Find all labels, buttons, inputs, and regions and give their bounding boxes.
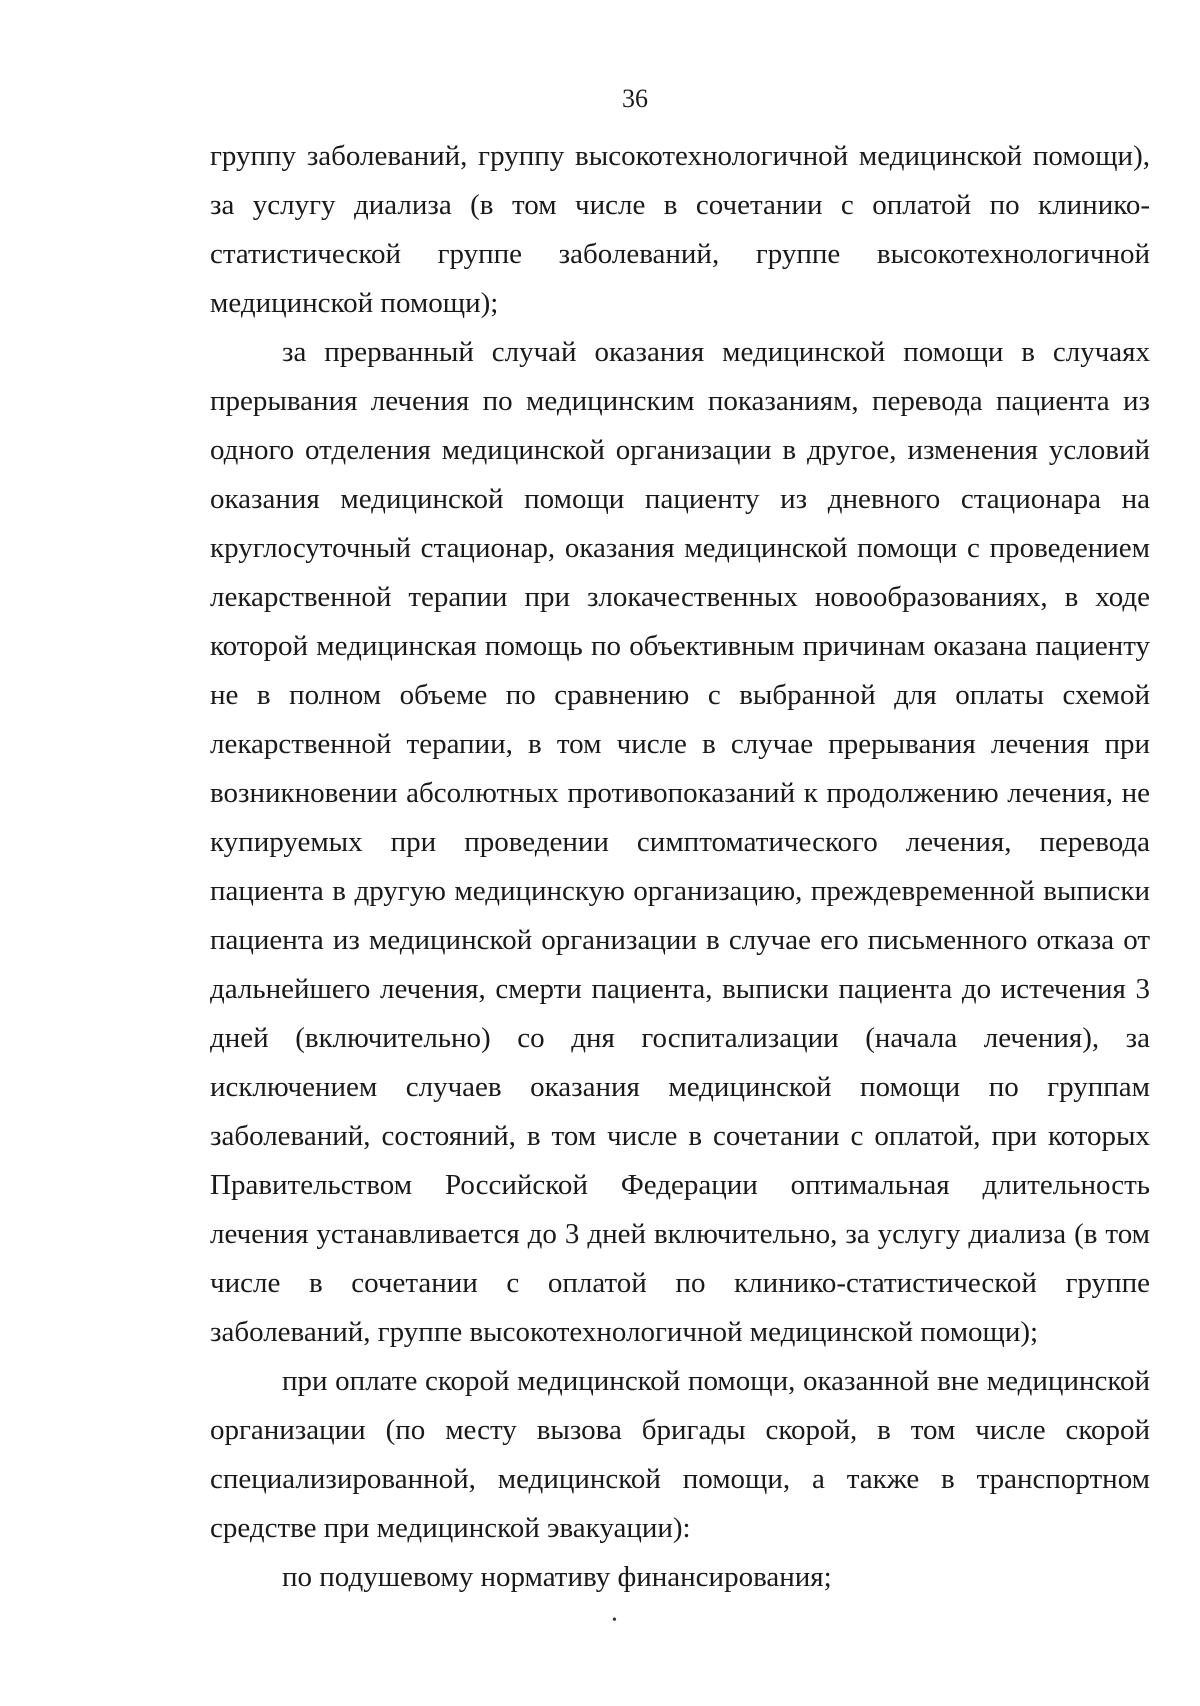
footer-mark: • bbox=[612, 1613, 617, 1628]
page-number: 36 bbox=[622, 84, 648, 113]
paragraph-per-capita: по подушевому нормативу финансирования; bbox=[282, 1561, 832, 1593]
paragraph-interrupted-case: за прерванный случай оказания медицинской помощи в случаях прерывания лечения по медицинским показаниям, перевода пациента из одного отделения медицинской организации в другое, изменения условий оказания медицинской помощи пациенту из дневного стационара на круглосуточный стационар, оказания медицинской помощи с проведением лекарственной терапии при злокачественных новообразованиях, в ходе которой медицинская помощь по объективным причинам оказана пациенту не в полном объеме по сравнению с выбранной для оплаты схемой лекарственной терапии, в том числе в случае прерывания лечения при возникновении абсолютных противопоказаний к продолжению лечения, не купируемых при проведении симптоматического лечения, перевода пациента в другую медицинскую организацию, преждевременной выписки пациента из медицинской организации в случае его письменного отказа от дальнейшего лечения, смерти пациента, выписки пациента до истечения 3 дней (включительно) со дня госпитализации (начала лечения), за исключением случаев оказания медицинской помощи по группам заболеваний, состояний, в том числе в сочетании с оплатой, при которых Правительством Российской Федерации оптимальная длительность лечения устанавливается до 3 дней включительно, за услугу диализа (в том числе в сочетании с оплатой по клинико-статистической группе заболеваний, группе высокотехнологичной медицинской помощи); bbox=[210, 336, 1150, 1348]
paragraph-continuation: группу заболеваний, группу высокотехнологичной медицинской помощи), за услугу диализа (в том числе в сочетании с оплатой по клинико-статистической группе заболеваний, группе высокотехнологичной медицинской помощи); bbox=[210, 140, 1150, 319]
paragraph-emergency-care: при оплате скорой медицинской помощи, оказанной вне медицинской организации (по месту вызова бригады скорой, в том числе скорой специализированной, медицинской помощи, а также в транспортном средстве при медицинской эвакуации): bbox=[210, 1365, 1150, 1544]
document-body bbox=[210, 132, 1150, 1602]
